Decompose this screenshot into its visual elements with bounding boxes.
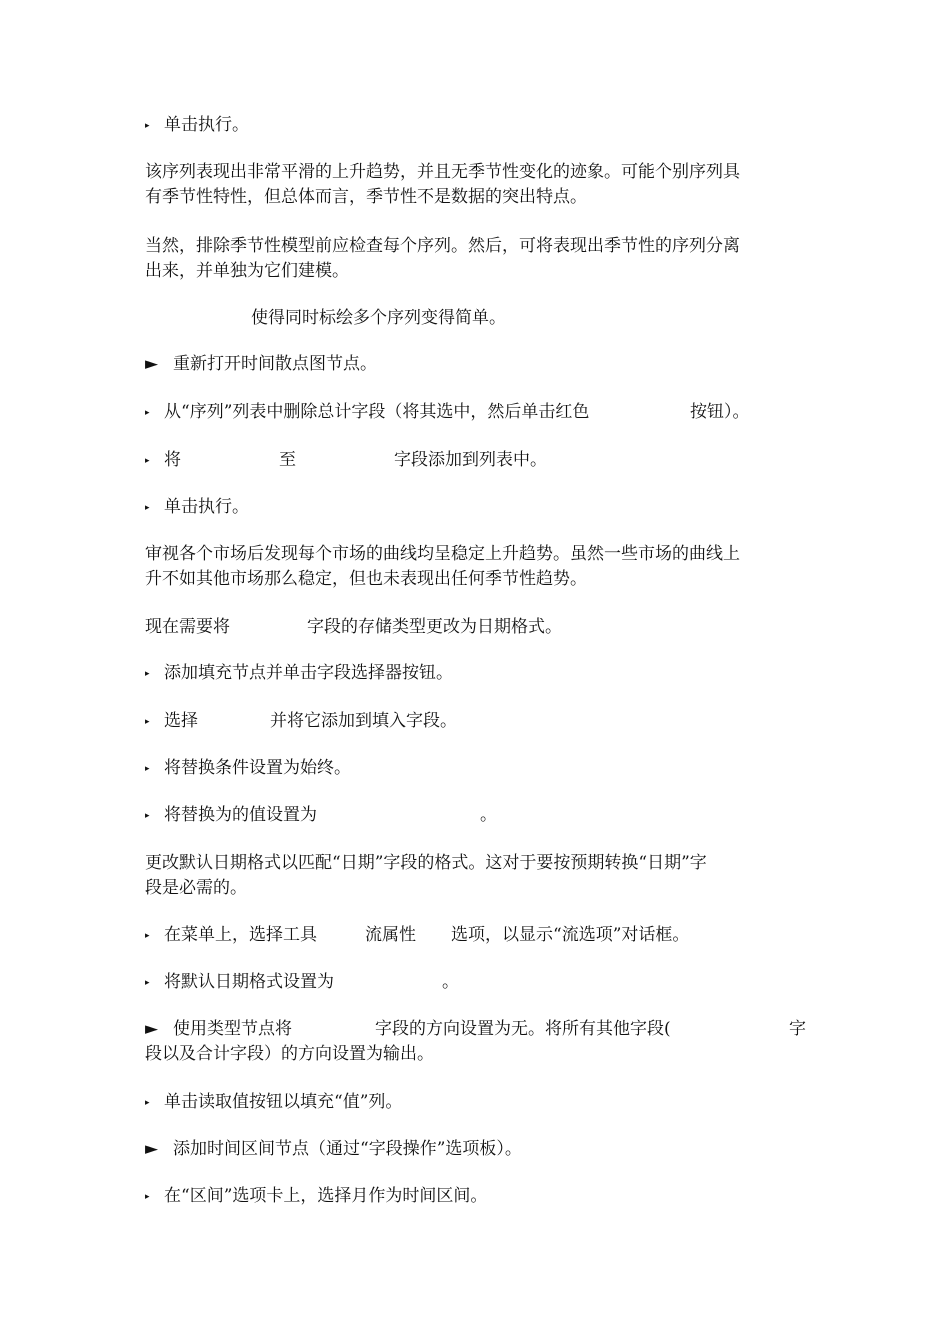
item-text: 将替换为的值设置为 xyxy=(164,805,317,825)
bullet-icon: ► xyxy=(145,1019,159,1039)
bullet-icon: ▸ xyxy=(145,978,150,988)
list-item xyxy=(145,923,317,948)
item-text-fragment: 字段的方向设置为无。将所有其他字段( xyxy=(375,1019,671,1039)
list-item xyxy=(145,1137,522,1161)
list-item xyxy=(145,803,317,828)
bullet-icon: ▸ xyxy=(145,456,150,466)
list-item xyxy=(145,352,377,376)
item-text-fragment: 至 xyxy=(279,450,296,470)
bullet-icon: ▸ xyxy=(145,1192,150,1202)
item-text-fragment: 。 xyxy=(480,805,497,825)
list-item xyxy=(145,970,334,995)
item-text-fragment: 字 xyxy=(789,1019,806,1039)
paragraph-fragment: 字段的存储类型更改为日期格式。 xyxy=(307,617,562,637)
list-item xyxy=(145,113,249,138)
list-item xyxy=(145,400,589,425)
list-item xyxy=(145,661,453,686)
item-text: 单击执行。 xyxy=(164,497,249,517)
bullet-icon: ▸ xyxy=(145,121,150,131)
item-text: 重新打开时间散点图节点。 xyxy=(173,354,377,374)
bullet-icon: ▸ xyxy=(145,408,150,418)
bullet-icon: ▸ xyxy=(145,811,150,821)
bullet-icon: ▸ xyxy=(145,717,150,727)
item-text-fragment: 。 xyxy=(442,972,459,992)
item-text: 使用类型节点将 xyxy=(173,1019,292,1039)
paragraph-line: 出来，并单独为它们建模。 xyxy=(145,261,349,281)
item-text-fragment: 并将它添加到填入字段。 xyxy=(270,711,457,731)
list-item xyxy=(145,1090,402,1115)
list-item xyxy=(145,1017,292,1041)
item-text-fragment: 选项，以显示“流选项”对话框。 xyxy=(451,925,690,945)
item-text-fragment: 流属性 xyxy=(365,925,416,945)
paragraph-line: 更改默认日期格式以匹配“日期”字段的格式。这对于要按预期转换“日期”字 xyxy=(145,853,707,873)
paragraph-line: 当然，排除季节性模型前应检查每个序列。然后，可将表现出季节性的序列分离 xyxy=(145,236,740,256)
bullet-icon: ► xyxy=(145,1139,159,1159)
bullet-icon: ▸ xyxy=(145,931,150,941)
paragraph-line: 审视各个市场后发现每个市场的曲线均呈稳定上升趋势。虽然一些市场的曲线上 xyxy=(145,544,740,564)
bullet-icon: ► xyxy=(145,354,159,374)
paragraph-line: 段以及合计字段）的方向设置为输出。 xyxy=(145,1044,434,1064)
item-text-fragment: 字段添加到列表中。 xyxy=(394,450,547,470)
list-item xyxy=(145,448,181,473)
item-text: 将 xyxy=(164,450,181,470)
item-text: 选择 xyxy=(164,711,198,731)
item-text: 单击读取值按钮以填充“值”列。 xyxy=(164,1092,403,1112)
item-text: 单击执行。 xyxy=(164,115,249,135)
paragraph-line: 升不如其他市场那么稳定，但也未表现出任何季节性趋势。 xyxy=(145,569,587,589)
item-text: 将替换条件设置为始终。 xyxy=(164,758,351,778)
bullet-icon: ▸ xyxy=(145,1098,150,1108)
item-text: 在菜单上，选择工具 xyxy=(164,925,317,945)
item-text: 从“序列”列表中删除总计字段（将其选中，然后单击红色 xyxy=(164,402,590,422)
list-item xyxy=(145,1184,487,1209)
item-text: 在“区间”选项卡上，选择月作为时间区间。 xyxy=(164,1186,488,1206)
paragraph-line: 段是必需的。 xyxy=(145,878,247,898)
item-text-fragment: 按钮）。 xyxy=(690,402,750,422)
paragraph-line: 该序列表现出非常平滑的上升趋势，并且无季节性变化的迹象。可能个别序列具 xyxy=(145,162,740,182)
bullet-icon: ▸ xyxy=(145,503,150,513)
bullet-icon: ▸ xyxy=(145,764,150,774)
item-text: 添加填充节点并单击字段选择器按钮。 xyxy=(164,663,453,683)
list-item xyxy=(145,756,351,781)
list-item xyxy=(145,709,198,734)
item-text: 将默认日期格式设置为 xyxy=(164,972,334,992)
paragraph-line: 使得同时标绘多个序列变得简单。 xyxy=(251,308,506,328)
bullet-icon: ▸ xyxy=(145,669,150,679)
list-item xyxy=(145,495,249,520)
item-text: 添加时间区间节点（通过“字段操作”选项板）。 xyxy=(173,1139,522,1159)
paragraph-line: 现在需要将 xyxy=(145,617,230,637)
paragraph-line: 有季节性特性，但总体而言，季节性不是数据的突出特点。 xyxy=(145,187,587,207)
